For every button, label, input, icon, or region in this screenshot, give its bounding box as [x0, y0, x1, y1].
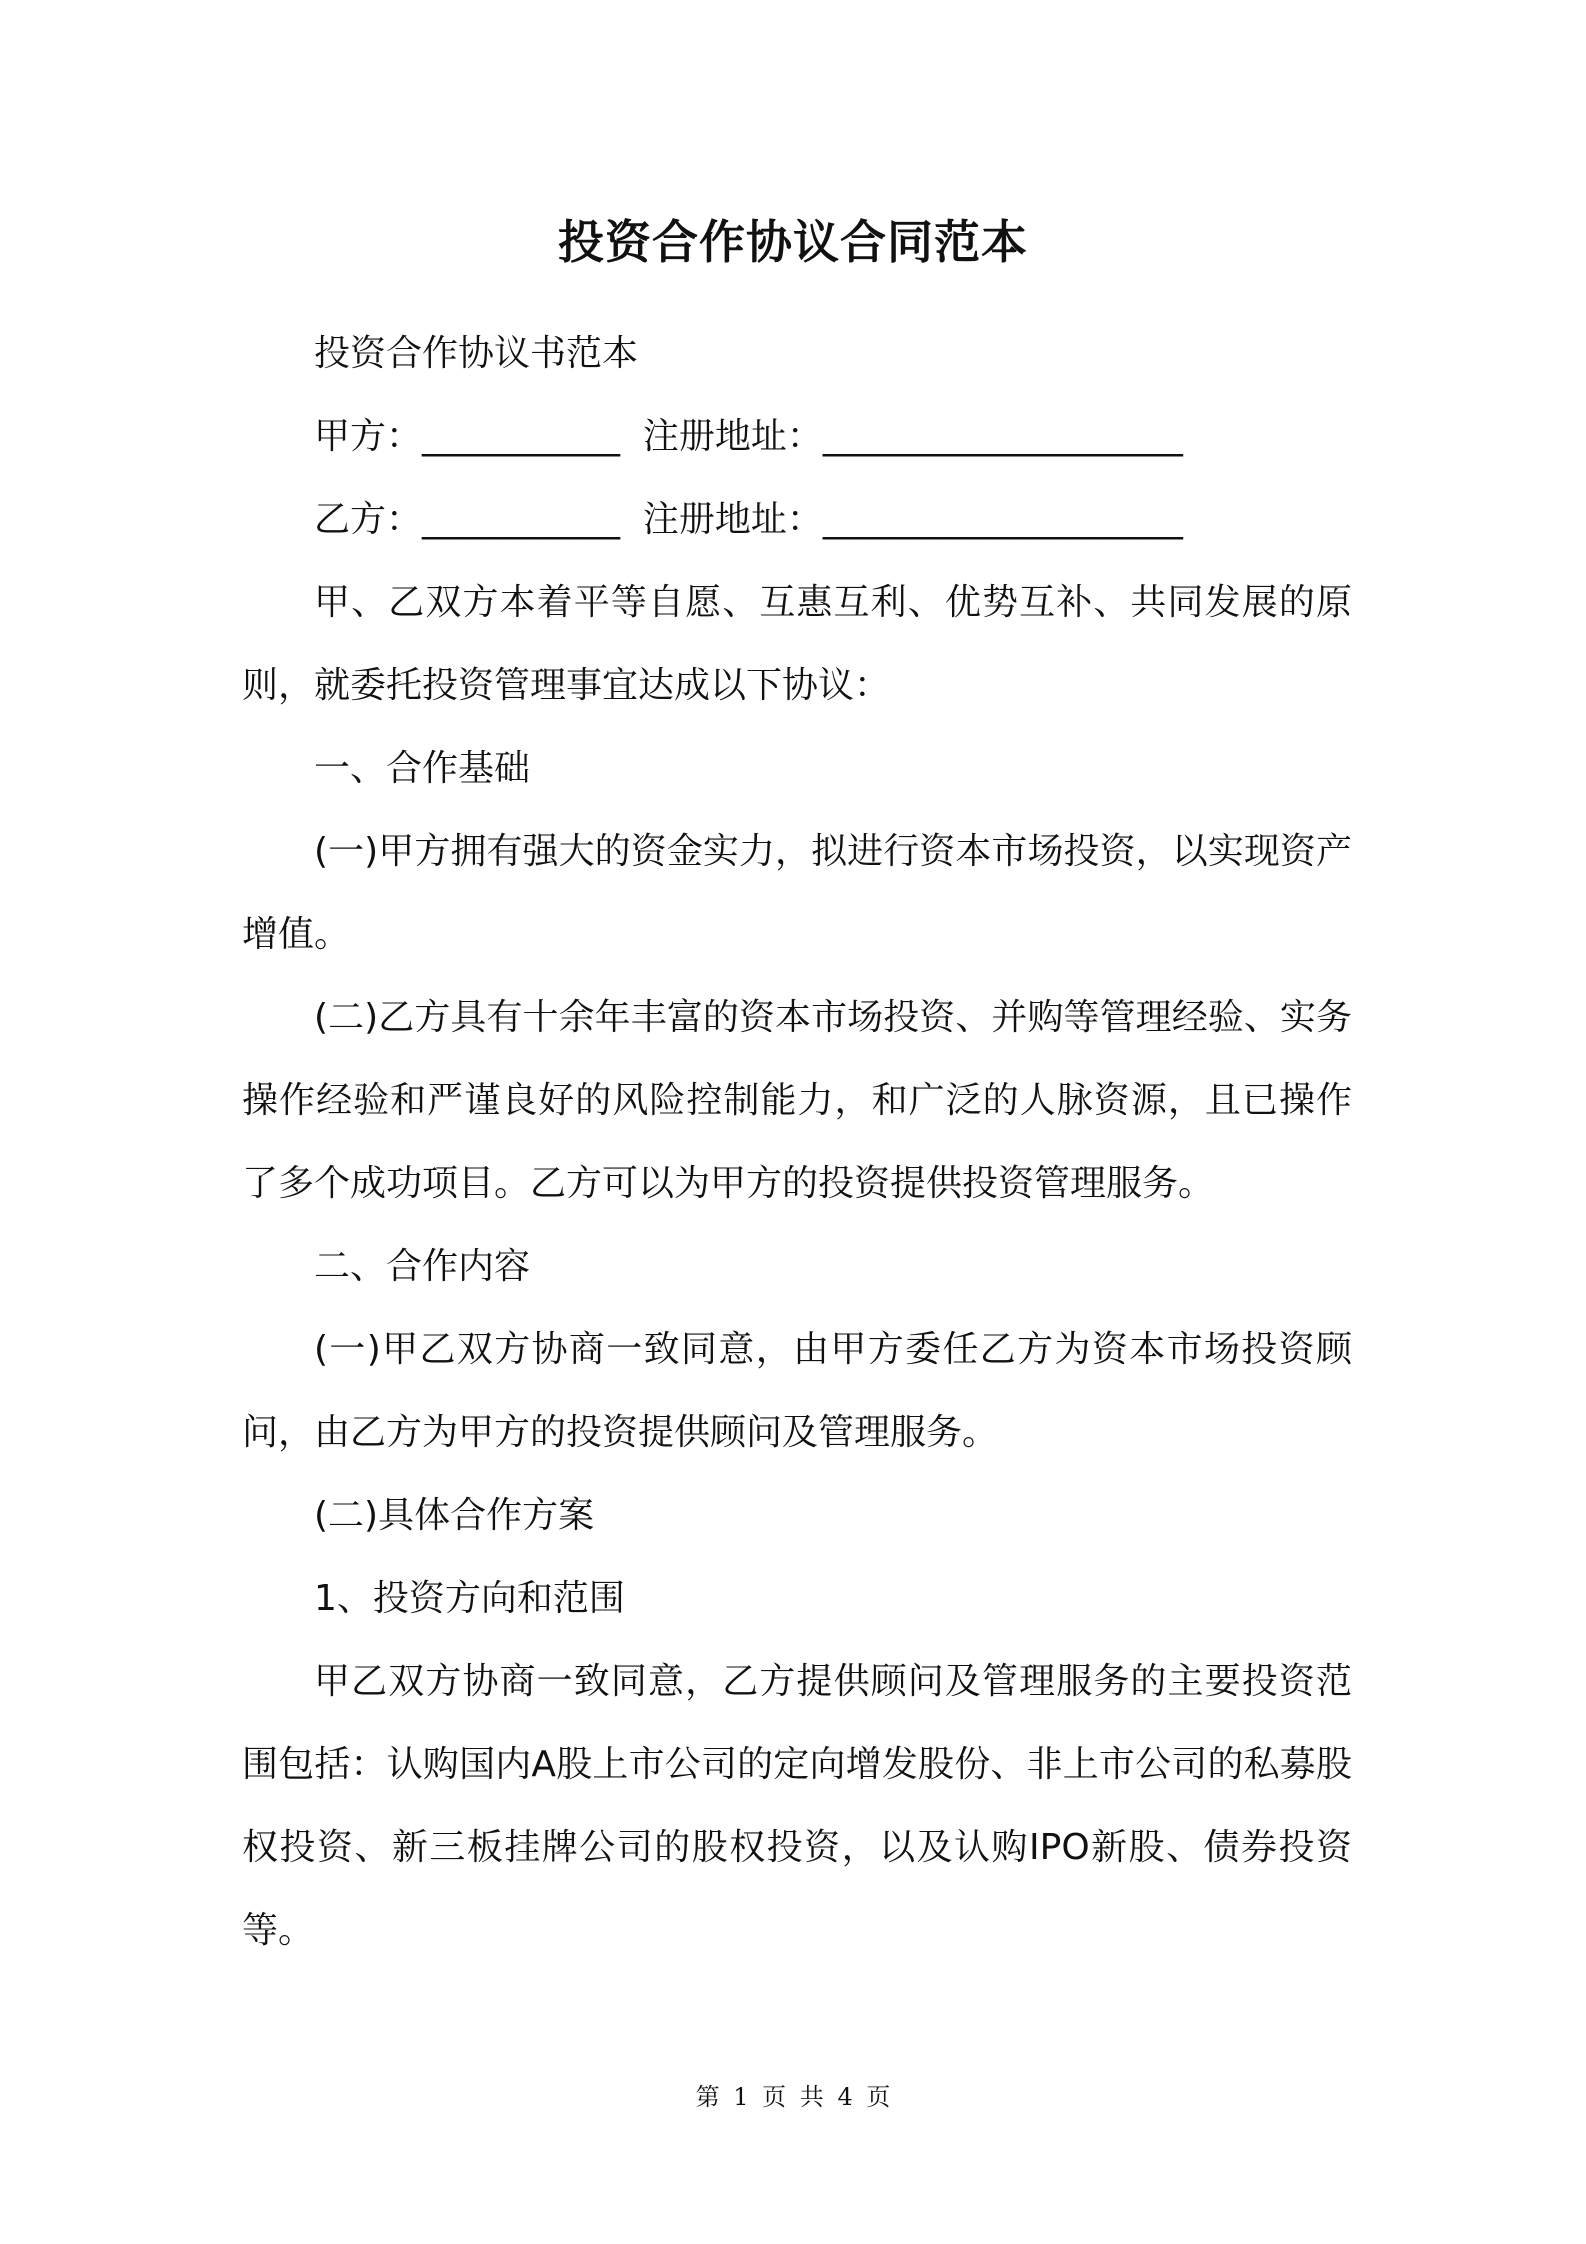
- clause-paragraph: (二)乙方具有十余年丰富的资本市场投资、并购等管理经验、实务操作经验和严谨良好的风险控制能力，和广泛的人脉资源，且已操作了多个成功项目。乙方可以为甲方的投资提供投资管理服务。: [242, 997, 1352, 1204]
- page-number-footer: 第 1 页 共 4 页: [695, 2083, 891, 2111]
- clause-paragraph: 甲乙双方协商一致同意，乙方提供顾问及管理服务的主要投资范围包括：认购国内A股上市公司的定向增发股份、非上市公司的私募股权投资、新三板挂牌公司的股权投资，以及认购IPO新股、债券投资等。: [242, 1661, 1352, 1951]
- section-heading-cooperation-basis: 一、合作基础: [314, 748, 531, 789]
- clause-paragraph: (二)具体合作方案: [314, 1495, 595, 1536]
- party-a-line: 甲方：___________ 注册地址：____________________: [314, 416, 1183, 457]
- document-body: [242, 312, 1352, 1972]
- clause-paragraph: (一)甲方拥有强大的资金实力，拟进行资本市场投资，以实现资产增值。: [242, 831, 1352, 955]
- clause-paragraph: (一)甲乙双方协商一致同意，由甲方委任乙方为资本市场投资顾问，由乙方为甲方的投资提供顾问及管理服务。: [242, 1329, 1352, 1453]
- subsection-heading: 1、投资方向和范围: [314, 1578, 625, 1619]
- subtitle-paragraph: 投资合作协议书范本: [314, 333, 639, 374]
- document-title: 投资合作协议合同范本: [558, 215, 1028, 269]
- preamble-paragraph: 甲、乙双方本着平等自愿、互惠互利、优势互补、共同发展的原则，就委托投资管理事宜达成以下协议：: [242, 582, 1352, 706]
- section-heading-cooperation-content: 二、合作内容: [314, 1246, 531, 1287]
- party-b-line: 乙方：___________ 注册地址：____________________: [314, 499, 1183, 540]
